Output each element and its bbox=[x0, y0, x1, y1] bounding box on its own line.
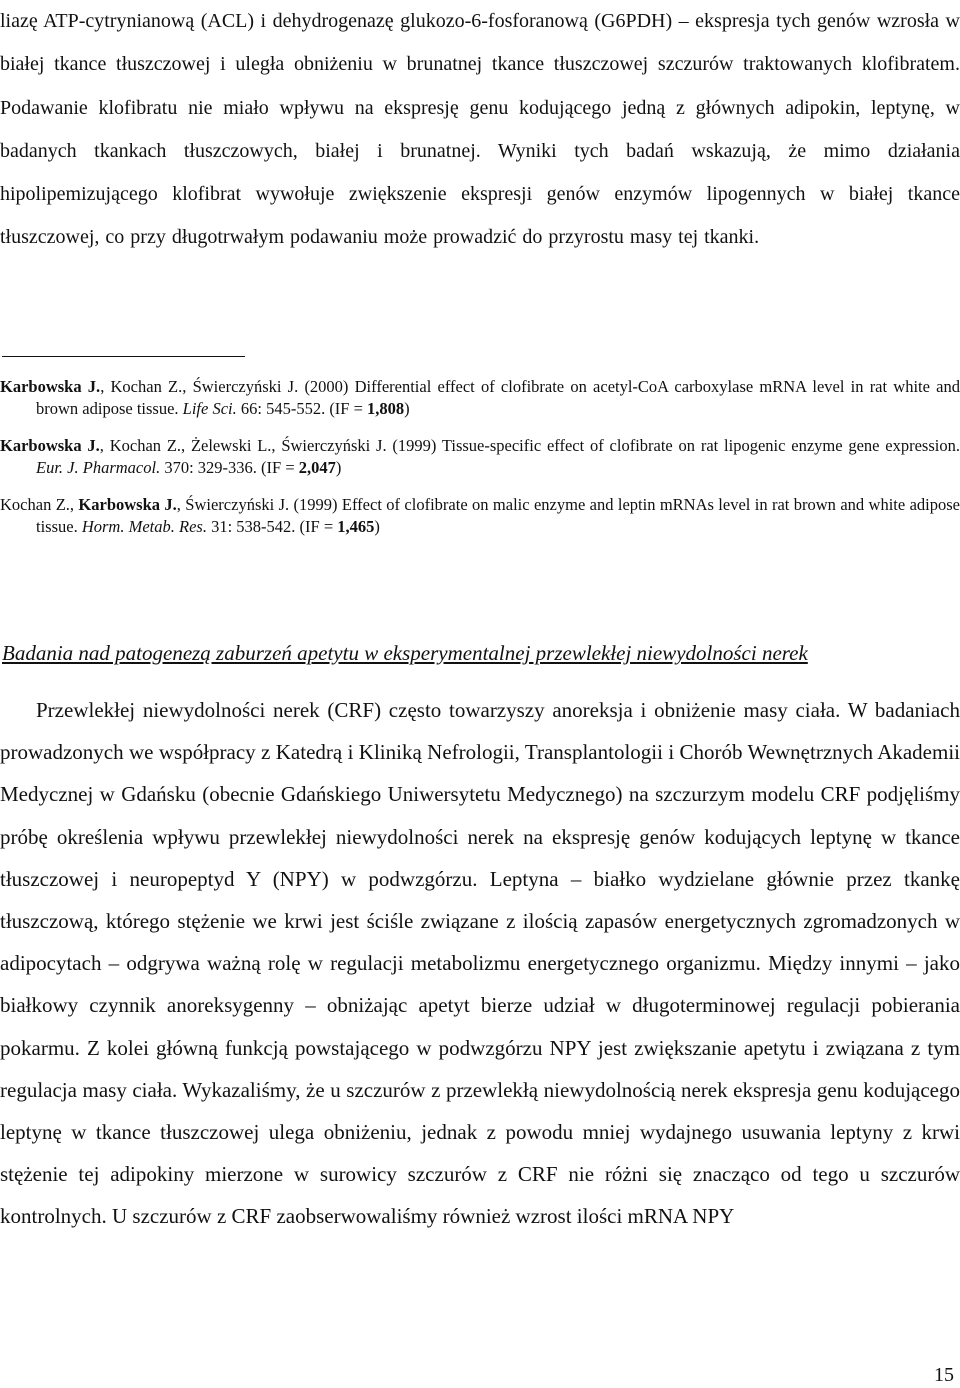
citation-details: 31: 538-542. (IF = bbox=[206, 517, 338, 536]
paragraph-main: Przewlekłej niewydolności nerek (CRF) często towarzyszy anoreksja i obniżenie masy ciała. W badaniach prowadzonych we współpracy z Katedrą i Kliniką Nefrologii, Transplantologii i Chorób Wewnętrznych Akademii Medycznej w Gdańsku (obecnie Gdańskiego Uniwersytetu Medycznego) na szczurzym modelu CRF podjęliśmy próbę określenia wpływu przewlekłej niewydolności nerek na ekspresję genów kodujących leptynę w tkance tłuszczowej i neuropeptyd Y (NPY) w podwzgórzu. Leptyna – białko wydzielane głównie przez tkankę tłuszczową, którego stężenie we krwi jest ściśle związane z ilością zapasów energetycznych zgromadzonych w adipocytach – odgrywa ważną rolę w regulacji metabolizmu energetycznego organizmu. Między innymi – jako białkowy czynnik anoreksygenny – obniżając apetyt bierze udział w długoterminowej regulacji pobierania pokarmu. Z kolei główną funkcją powstającego w podwzgórzu NPY jest zwiększanie apetytu i związana z tym regulacja masy ciała. Wykazaliśmy, że u szczurów z przewlekłą niewydolnością nerek ekspresja genu kodującego leptynę w tkance tłuszczowej ulega obniżeniu, jednak z powodu mniej wydajnego usuwania leptyny z krwi stężenie tej adipokiny mierzone w surowicy szczurów z CRF nie różni się znacząco od tego u szczurów kontrolnych. U szczurów z CRF zaobserwowaliśmy również wzrost ilości mRNA NPY bbox=[0, 698, 960, 1229]
citation-text: , Kochan Z., Świerczyński J. (2000) Differential effect of clofibrate on acetyl-CoA carboxylase mRNA level in rat white and brown adipose tissue. bbox=[36, 377, 960, 418]
citation-lead: Kochan Z., bbox=[0, 495, 79, 514]
impact-factor: 1,465 bbox=[337, 517, 375, 536]
author-highlight: Karbowska J. bbox=[0, 377, 101, 396]
journal-name: Horm. Metab. Res. bbox=[81, 517, 207, 536]
citation-details: 370: 329-336. (IF = bbox=[160, 458, 299, 477]
page-number: 15 bbox=[934, 1364, 954, 1386]
publication-item bbox=[0, 435, 960, 479]
footnote-rule bbox=[2, 356, 245, 357]
publication-list bbox=[0, 376, 960, 553]
author-highlight: Karbowska J. bbox=[78, 495, 177, 514]
author-highlight: Karbowska J. bbox=[0, 436, 100, 455]
journal-name: Eur. J. Pharmacol. bbox=[36, 458, 161, 477]
journal-name: Life Sci. bbox=[182, 399, 237, 418]
citation-text: , Kochan Z., Żelewski L., Świerczyński J. (1999) Tissue-specific effect of clofibrate on rat lipogenic enzyme gene expression. bbox=[99, 436, 960, 455]
citation-closing: ) bbox=[404, 399, 410, 418]
citation-closing: ) bbox=[374, 517, 380, 536]
section-heading: Badania nad patogenezą zaburzeń apetytu w eksperymentalnej przewlekłej niewydolności nerek bbox=[2, 641, 808, 665]
impact-factor: 2,047 bbox=[298, 458, 336, 477]
paragraph-top: liazę ATP-cytrynianową (ACL) i dehydrogenazę glukozo-6-fosforanową (G6PDH) – ekspresja tych genów wzrosła w białej tkance tłuszczowej i uległa obniżeniu w brunatnej tkance tłuszczowej szczurów traktowanych klofibratem. Podawanie klofibratu nie miało wpływu na ekspresję genu kodującego jedną z głównych adipokin, leptynę, w badanych tkankach tłuszczowych, białej i brunatnej. Wyniki tych badań wskazują, że mimo działania hipolipemizującego klofibrat wywołuje zwiększenie ekspresji genów enzymów lipogennych w białej tkance tłuszczowej, co przy długotrwałym podawaniu może prowadzić do przyrostu masy tej tkanki. bbox=[0, 10, 960, 249]
citation-closing: ) bbox=[335, 458, 342, 477]
publication-item bbox=[0, 376, 960, 420]
impact-factor: 1,808 bbox=[367, 399, 405, 418]
publication-item bbox=[0, 494, 960, 538]
citation-details: 66: 545-552. (IF = bbox=[236, 399, 368, 418]
citation-text: , Świerczyński J. (1999) Effect of clofibrate on malic enzyme and leptin mRNAs level in rat brown and white adipose tissue. bbox=[36, 495, 960, 536]
